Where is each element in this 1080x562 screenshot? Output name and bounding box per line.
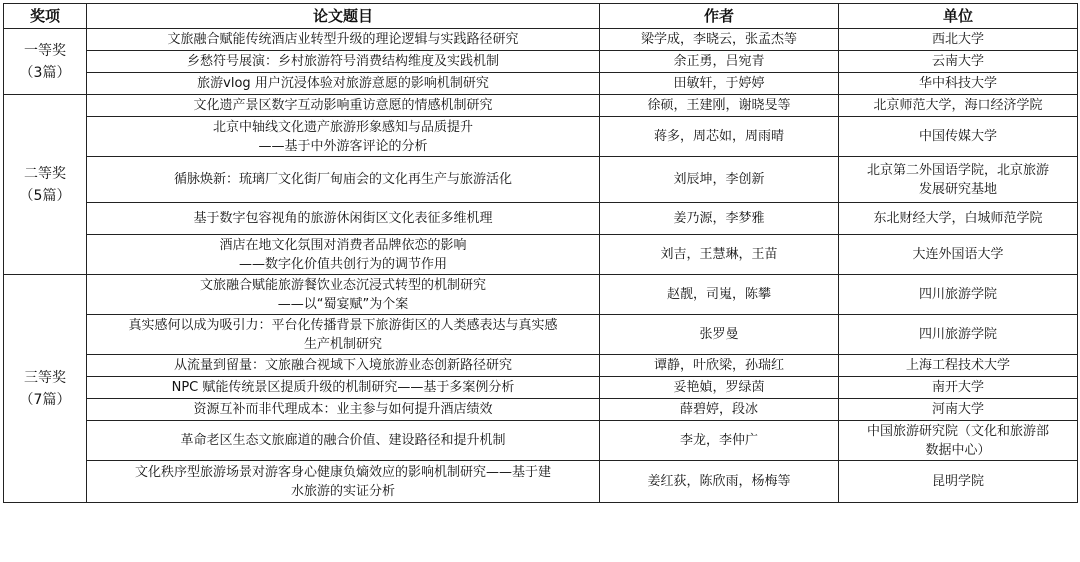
paper-title-cell	[87, 421, 600, 461]
paper-title-cell	[87, 275, 600, 315]
unit-cell	[839, 421, 1078, 461]
author-cell: 余正勇，吕宛青	[600, 51, 839, 73]
unit-line: 四川旅游学院	[918, 287, 997, 302]
prize-label: 一等奖	[24, 42, 66, 59]
table-row	[4, 399, 1078, 421]
unit-line: 数据中心）	[925, 442, 991, 458]
paper-title-cell	[87, 235, 600, 275]
paper-title-line: ——以“蜀宴赋”为个案	[277, 296, 409, 312]
author-cell: 薛碧婷，段冰	[600, 399, 839, 421]
paper-title-cell	[87, 203, 600, 235]
table-row	[4, 461, 1078, 503]
table-body	[4, 29, 1078, 503]
paper-title-line: NPC 赋能传统景区提质升级的机制研究——基于多案例分析	[171, 380, 515, 395]
unit-line: 河南大学	[931, 402, 984, 417]
paper-title-cell	[87, 461, 600, 503]
paper-title-line: 水旅游的实证分析	[290, 483, 395, 499]
paper-title-line: 文旅融合赋能传统酒店业转型升级的理论逻辑与实践路径研究	[167, 32, 519, 47]
unit-cell	[839, 95, 1078, 117]
prize-label: 二等奖	[24, 165, 66, 182]
table-row	[4, 95, 1078, 117]
paper-title-cell	[87, 95, 600, 117]
unit-cell	[839, 355, 1078, 377]
paper-title-line: 文旅融合赋能旅游餐饮业态沉浸式转型的机制研究	[199, 277, 486, 293]
award-table	[3, 3, 1078, 503]
unit-cell	[839, 315, 1078, 355]
paper-title-cell	[87, 355, 600, 377]
unit-line: 东北财经大学，白城师范学院	[873, 211, 1043, 226]
author-cell: 蒋多，周芯如，周雨晴	[600, 117, 839, 157]
paper-title-line: 乡愁符号展演：乡村旅游符号消费结构维度及实践机制	[186, 54, 499, 69]
paper-title-line: 酒店在地文化氛围对消费者品牌依恋的影响	[219, 237, 467, 253]
unit-line: 发展研究基地	[918, 181, 997, 197]
paper-title-line: ——基于中外游客评论的分析	[258, 138, 428, 154]
author-cell: 张罗曼	[600, 315, 839, 355]
author-cell: 姜红荻，陈欣雨，杨梅等	[600, 461, 839, 503]
author-cell: 刘辰坤，李创新	[600, 157, 839, 203]
table-row	[4, 73, 1078, 95]
table-row	[4, 421, 1078, 461]
table-row	[4, 29, 1078, 51]
prize-count: （5篇）	[19, 187, 71, 204]
paper-title-line: 旅游vlog 用户沉浸体验对旅游意愿的影响机制研究	[197, 76, 489, 91]
paper-title-cell	[87, 399, 600, 421]
unit-line: 四川旅游学院	[918, 327, 997, 342]
paper-title-line: 北京中轴线文化遗产旅游形象感知与品质提升	[212, 119, 473, 135]
prize-label: 三等奖	[24, 369, 66, 386]
table-row	[4, 117, 1078, 157]
paper-title-cell	[87, 157, 600, 203]
paper-title-cell	[87, 73, 600, 95]
paper-title-line: 文化遗产景区数字互动影响重访意愿的情感机制研究	[193, 98, 493, 113]
unit-cell	[839, 235, 1078, 275]
unit-line: 南开大学	[931, 380, 984, 395]
header-prize: 奖项	[4, 4, 87, 29]
author-cell: 田敏轩，于婷婷	[600, 73, 839, 95]
unit-line: 昆明学院	[931, 474, 984, 489]
table-row	[4, 355, 1078, 377]
prize-cell	[4, 95, 87, 275]
unit-line: 北京第二外国语学院，北京旅游	[866, 162, 1049, 178]
prize-cell	[4, 29, 87, 95]
table-row	[4, 51, 1078, 73]
author-cell: 妥艳媜，罗绿茵	[600, 377, 839, 399]
unit-cell	[839, 117, 1078, 157]
unit-cell	[839, 157, 1078, 203]
unit-cell	[839, 461, 1078, 503]
paper-title-line: 基于数字包容视角的旅游休闲街区文化表征多维机理	[193, 211, 493, 226]
paper-title-cell	[87, 315, 600, 355]
author-cell: 谭静，叶欣梁，孙瑞红	[600, 355, 839, 377]
paper-title-line: 资源互补而非代理成本：业主参与如何提升酒店绩效	[193, 402, 493, 417]
paper-title-line: 生产机制研究	[303, 336, 382, 352]
unit-line: 大连外国语大学	[912, 247, 1004, 262]
table-row	[4, 235, 1078, 275]
unit-line: 北京师范大学，海口经济学院	[873, 98, 1043, 113]
paper-title-cell	[87, 117, 600, 157]
author-cell: 李龙，李仲广	[600, 421, 839, 461]
table-row	[4, 275, 1078, 315]
unit-cell	[839, 399, 1078, 421]
author-cell: 刘吉，王慧琳，王苗	[600, 235, 839, 275]
author-cell: 赵靓，司嵬，陈攀	[600, 275, 839, 315]
unit-cell	[839, 51, 1078, 73]
prize-count: （7篇）	[19, 391, 71, 408]
header-unit: 单位	[839, 4, 1078, 29]
unit-line: 中国旅游研究院（文化和旅游部	[866, 423, 1049, 439]
unit-line: 中国传媒大学	[918, 129, 997, 144]
paper-title-cell	[87, 51, 600, 73]
table-row	[4, 203, 1078, 235]
header-row	[4, 4, 1078, 29]
unit-cell	[839, 275, 1078, 315]
table-row	[4, 377, 1078, 399]
author-cell: 梁学成，李晓云，张孟杰等	[600, 29, 839, 51]
unit-line: 云南大学	[931, 54, 984, 69]
header-title: 论文题目	[87, 4, 600, 29]
unit-line: 上海工程技术大学	[905, 358, 1010, 373]
author-cell: 姜乃源，李梦雅	[600, 203, 839, 235]
paper-title-cell	[87, 29, 600, 51]
paper-title-line: 真实感何以成为吸引力：平台化传播背景下旅游街区的人类感表达与真实感	[128, 317, 558, 333]
paper-title-cell	[87, 377, 600, 399]
unit-line: 华中科技大学	[918, 76, 997, 91]
unit-cell	[839, 377, 1078, 399]
paper-title-line: 革命老区生态文旅廊道的融合价值、建设路径和提升机制	[180, 433, 506, 448]
unit-cell	[839, 73, 1078, 95]
unit-cell	[839, 203, 1078, 235]
table-row	[4, 315, 1078, 355]
paper-title-line: 循脉焕新：琉璃厂文化街厂甸庙会的文化再生产与旅游活化	[173, 172, 512, 187]
paper-title-line: 从流量到留量：文旅融合视域下入境旅游业态创新路径研究	[173, 358, 512, 373]
author-cell: 徐硕，王建刚，谢晓旻等	[600, 95, 839, 117]
paper-title-line: ——数字化价值共创行为的调节作用	[238, 256, 447, 272]
table-row	[4, 157, 1078, 203]
paper-title-line: 文化秩序型旅游场景对游客身心健康负熵效应的影响机制研究——基于建	[134, 464, 551, 480]
prize-cell	[4, 275, 87, 503]
unit-cell	[839, 29, 1078, 51]
prize-count: （3篇）	[19, 64, 71, 81]
unit-line: 西北大学	[931, 32, 984, 47]
header-author: 作者	[600, 4, 839, 29]
